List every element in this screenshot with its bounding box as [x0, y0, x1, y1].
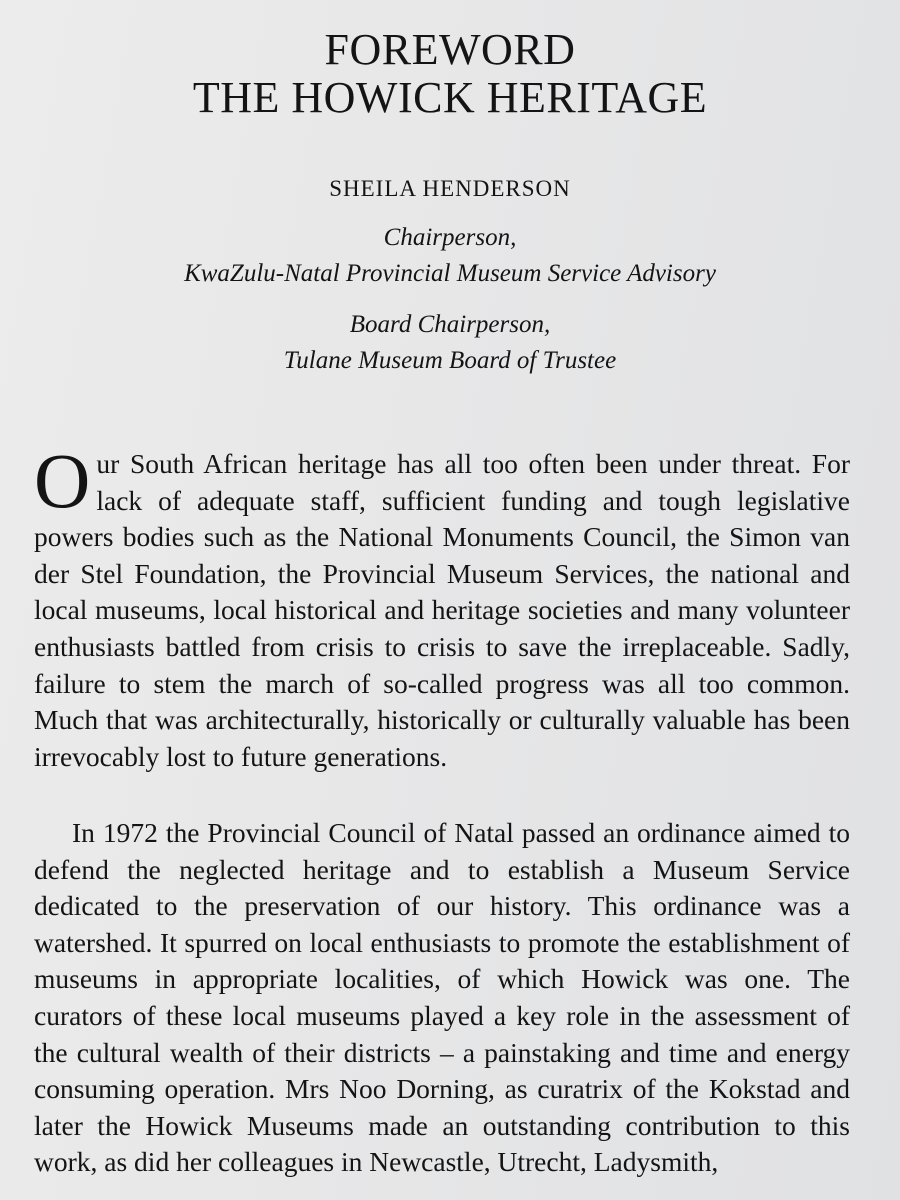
author-role-1	[0, 220, 900, 292]
author-name: SHEILA HENDERSON	[329, 176, 571, 201]
drop-cap: O	[34, 437, 91, 524]
role-organisation: Tulane Museum Board of Trustee	[283, 347, 617, 374]
foreword-heading: FOREWORD	[324, 25, 576, 74]
role-title: Board Chairperson,	[349, 311, 551, 338]
author-role-2	[0, 307, 900, 379]
role-title: Chairperson,	[383, 224, 517, 251]
paragraph-text: In 1972 the Provincial Council of Natal passed an ordinance aimed to defend the neglected heritage and to establish a Museum Service dedicated to the preservation of our history. This ordinance was a watershed. It spurred on local enthusiasts to promote the establishment of museums in appropriate localities, of which Howick was one. The curators of these local museums played a key role in the assessment of the cultural wealth of their districts – a painstaking and time and energy consuming operation. Mrs Noo Dorning, as curatrix of the Kokstad and later the Howick Museums made an outstanding contribution to this work, as did her colleagues in Newcastle, Utrecht, Ladysmith,	[34, 817, 850, 1178]
paragraph-text: ur South African heritage has all too often been under threat. For lack of adequate staff, sufficient funding and tough legislative powers bodies such as the National Monuments Council, the Simon van der Stel Foundation, the Provincial Museum Services, the national and local museums, local historical and heritage societies and many volunteer enthusiasts battled from crisis to crisis to save the irreplaceable. Sadly, failure to stem the march of so-called progress was all too common. Much that was architecturally, historically or culturally valuable has been irrevocably lost to future generations.	[34, 448, 850, 772]
chapter-title: THE HOWICK HERITAGE	[192, 73, 708, 122]
body-paragraph-2	[34, 815, 850, 1181]
body-paragraph-1	[34, 437, 850, 775]
role-organisation: KwaZulu-Natal Provincial Museum Service Advisory	[184, 260, 716, 287]
